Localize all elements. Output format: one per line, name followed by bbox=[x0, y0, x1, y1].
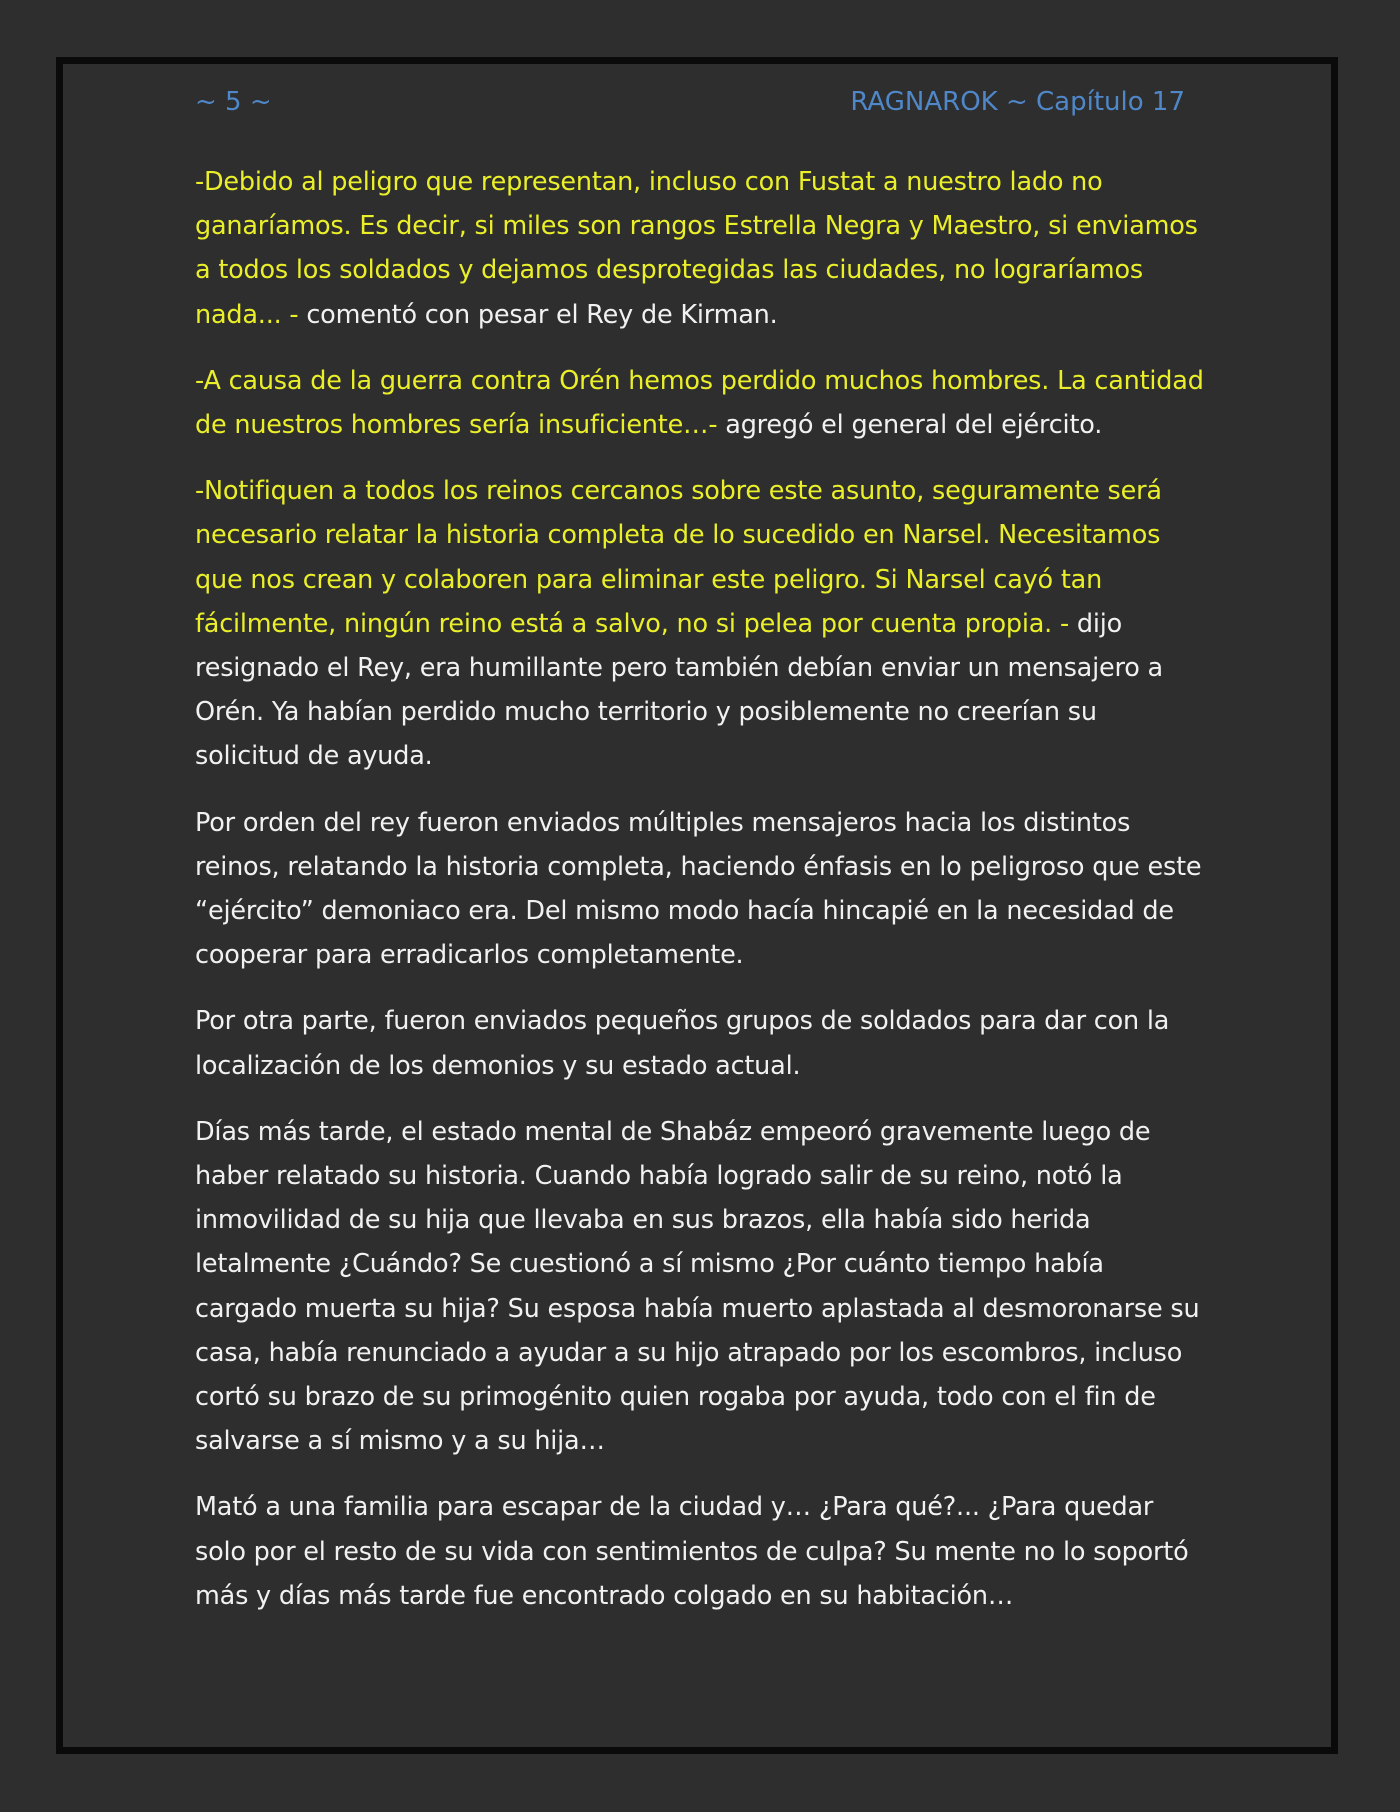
page-header bbox=[195, 82, 1185, 122]
chapter-title: RAGNAROK ~ Capítulo 17 bbox=[850, 87, 1185, 117]
page-number: ~ 5 ~ bbox=[195, 87, 272, 117]
paragraph bbox=[195, 1110, 1207, 1464]
narration-text: Días más tarde, el estado mental de Shabáz empeoró gravemente luego de haber relatado su historia. Cuando había logrado salir de su reino, notó la inmovilidad de su hija que llevaba en sus brazos, ella había sido herida letalmente ¿Cuándo? Se cuestionó a sí mismo ¿Por cuánto tiempo había cargado muerta su hija? Su esposa había muerto aplastada al desmoronarse su casa, había renunciado a ayudar a su hijo atrapado por los escombros, incluso cortó su brazo de su primogénito quien rogaba por ayuda, todo con el fin de salvarse a sí mismo y a su hija… bbox=[195, 1116, 1200, 1457]
paragraph bbox=[195, 801, 1207, 978]
narration-text: comentó con pesar el Rey de Kirman. bbox=[306, 299, 778, 330]
dialogue-text: -Debido al peligro que representan, incluso con Fustat a nuestro lado no ganaríamos. Es decir, si miles son rangos Estrella Negra y Maestro, si enviamos a todos los soldados y dejamos desprotegidas las ciudades, no lograríamos nada... - bbox=[195, 167, 1198, 330]
narration-text: Por orden del rey fueron enviados múltiples mensajeros hacia los distintos reinos, relatando la historia completa, haciendo énfasis en lo peligroso que este “ejército” demoniaco era. Del mismo modo hacía hincapié en la necesidad de cooperar para erradicarlos completamente. bbox=[195, 807, 1202, 971]
paragraph bbox=[195, 469, 1207, 778]
paragraph bbox=[195, 1485, 1207, 1618]
narration-text: agregó el general del ejército. bbox=[725, 410, 1103, 441]
narration-text: Por otra parte, fueron enviados pequeños grupos de soldados para dar con la localización de los demonios y su estado actual. bbox=[195, 1006, 1170, 1081]
paragraph bbox=[195, 359, 1207, 447]
dialogue-text: -Notifiquen a todos los reinos cercanos sobre este asunto, seguramente será necesario relatar la historia completa de lo sucedido en Narsel. Necesitamos que nos crean y colaboren para eliminar este peligro. Si Narsel cayó tan fácilmente, ningún reino está a salvo, no si pelea por cuenta propia. - bbox=[195, 476, 1162, 639]
paragraph bbox=[195, 999, 1207, 1087]
paragraph bbox=[195, 160, 1207, 337]
narration-text: Mató a una familia para escapar de la ciudad y… ¿Para qué?... ¿Para quedar solo por el resto de su vida con sentimientos de culpa? Su mente no lo soportó más y días más tarde fue encontrado colgado en su habitación… bbox=[195, 1492, 1189, 1611]
dialogue-text: -A causa de la guerra contra Orén hemos perdido muchos hombres. La cantidad de nuestros hombres sería insuficiente…- bbox=[195, 365, 1204, 441]
chapter-body bbox=[195, 160, 1207, 1640]
narration-text: dijo resignado el Rey, era humillante pero también debían enviar un mensajero a Orén. Ya habían perdido mucho territorio y posiblemente no creerían su solicitud de ayuda. bbox=[195, 608, 1163, 772]
